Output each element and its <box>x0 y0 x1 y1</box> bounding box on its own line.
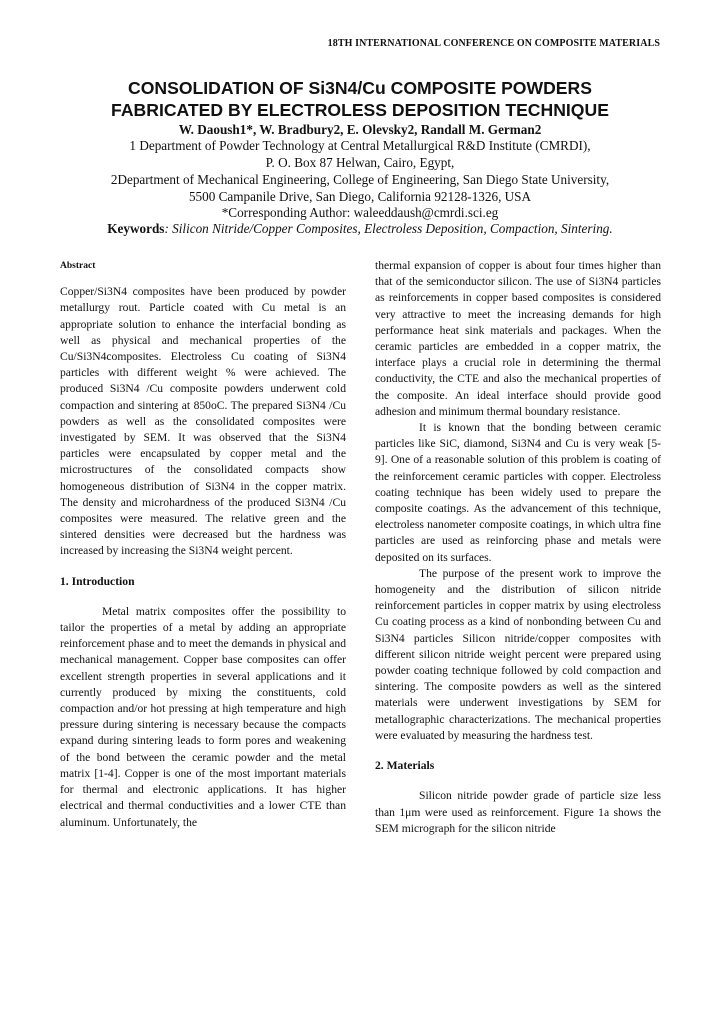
abstract-heading: Abstract <box>60 261 96 271</box>
abstract-text: Copper/Si3N4 composites have been produced by powder metallurgy rout. Particle coated with Cu metal is an appropriate solution to enhance the interfacial bonding as well as physical and mechanical properties of the Cu/Si3N4composites. Electroless Cu coating of Si3N4 particles with different weight % were achieved. The produced Si3N4 /Cu composite powders underwent cold compaction and sintering at 850oC. The prepared Si3N4 /Cu powders as well as the consolidated composites were investigated by SEM. It was observed that the Si3N4 particles were encapsulated by copper metal and the microstructures of the consolidated compacts show homogeneous distribution of Si3N4 in the copper matrix. The density and microhardness of the produced Si3N4 /Cu composites were measured. The relative green and the sintered densities were decreased but the hardness was increased by increasing the Si3N4 weight percent. <box>60 285 346 558</box>
affiliation-2-address: 5500 Campanile Drive, San Diego, California 92128-1326, USA <box>188 189 532 204</box>
introduction-paragraph-2: thermal expansion of copper is about four times higher than that of the semiconductor silicon. The use of Si3N4 particles as reinforcements in copper based composites is considered very attractive to meet the increasing demands for high performance heat sink materials and packages. When the ceramic particles are embedded in a copper matrix, the interface plays a crucial role in determining the thermal conductivity, the CTE and also the mechanical properties of the composite. An ideal interface should provide good adhesion and minimum thermal boundary resistance. <box>375 259 661 418</box>
author-list: W. Daoush1*, W. Bradbury2, E. Olevsky2, Randall M. German2 <box>178 122 542 137</box>
keywords-label: Keywords <box>107 221 165 236</box>
introduction-paragraph-1: Metal matrix composites offer the possibility to tailor the properties of a metal by adding an appropriate reinforcement phase and to meet the demands in physical and mechanical management. Copper base composites can offer excellent strength properties in several applications and it currently produced by mixing the constituents, cold compaction and/or hot pressing at high temperature and high pressure during sintering is necessary because the compacts expand during sintering leads to form pores and weakening of the bond between the ceramic powder and the metal matrix [1-4]. Copper is one of the most important materials for thermal and electronic applications. It has higher electrical and thermal conductivities and a lower CTE than aluminum. Unfortunately, the <box>60 604 346 829</box>
keywords-line <box>0 221 720 237</box>
introduction-paragraph-3: It is known that the bonding between ceramic particles like SiC, diamond, Si3N4 and Cu is very weak [5-9]. One of a reasonable solution of this problem is coating of the reinforcement ceramic particles with copper. Electroless coating technique has been widely used to prepare the composite coatings. As the advancement of this technique, electroless nanometer composite coatings, in which ultra fine particles are used as reinforcing phase and metals were deposited on its surfaces. <box>375 421 661 564</box>
paper-title <box>0 77 720 121</box>
introduction-heading: 1. Introduction <box>60 574 135 588</box>
right-column <box>375 258 661 837</box>
keywords-text: : Silicon Nitride/Copper Composites, Electroless Deposition, Compaction, Sintering. <box>164 221 613 236</box>
introduction-paragraph-4: The purpose of the present work to improve the homogeneity and the distribution of silicon nitride reinforcement particles in copper matrix by using electroless Cu coating process as a kind of nonbonding between Cu and Si3N4 particles Silicon nitride/copper composites with different silicon nitride weight percent were prepared using powder coating technique followed by cold compaction and sintering. The composite powders as well as the sintered materials were underwent investigations by SEM for metallographic characterizations. The mechanical properties were evaluated by measuring the hardness test. <box>375 566 661 742</box>
affiliation-2: 2Department of Mechanical Engineering, College of Engineering, San Diego State University, <box>110 172 610 187</box>
title-line-2: FABRICATED BY ELECTROLESS DEPOSITION TECHNIQUE <box>111 100 609 120</box>
left-column <box>60 258 346 831</box>
title-line-1: CONSOLIDATION OF Si3N4/Cu COMPOSITE POWDERS <box>128 78 592 98</box>
materials-paragraph-1: Silicon nitride powder grade of particle size less than 1μm were used as reinforcement. Figure 1a shows the SEM micrograph for the silicon nitride <box>375 789 661 835</box>
corresponding-author: *Corresponding Author: waleeddaush@cmrdi.sci.eg <box>221 205 499 220</box>
conference-header: 18TH INTERNATIONAL CONFERENCE ON COMPOSITE MATERIALS <box>327 38 660 49</box>
affiliation-1: 1 Department of Powder Technology at Central Metallurgical R&D Institute (CMRDI), <box>129 138 591 153</box>
materials-heading: 2. Materials <box>375 759 435 773</box>
affiliation-1-address: P. O. Box 87 Helwan, Cairo, Egypt, <box>265 155 455 170</box>
